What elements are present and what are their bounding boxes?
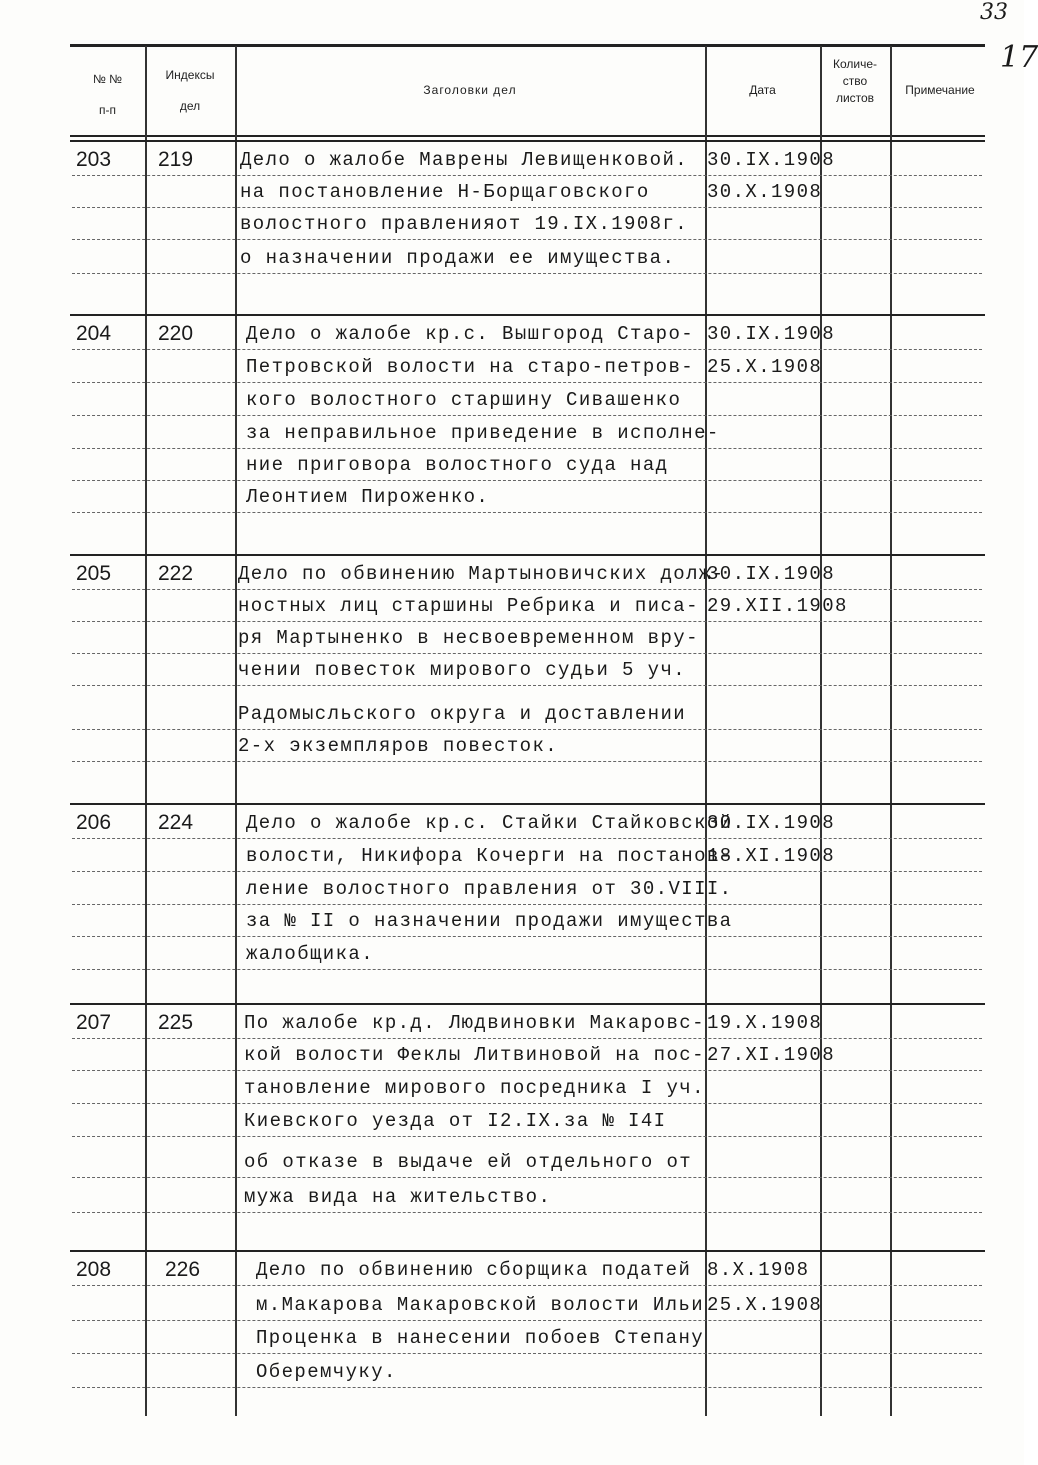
header-sheets-line: листов: [835, 91, 875, 105]
row-title-line: за № II о назначении продажи имущества: [246, 910, 733, 932]
row-index: 220: [158, 322, 194, 345]
header-bottom-border: [70, 135, 985, 137]
row-number: 208: [76, 1258, 112, 1281]
header-index-line: Индексы: [165, 68, 215, 82]
row-date: 30.IX.1908: [707, 323, 836, 345]
row-title-line: кой волости Феклы Литвиновой на пос-: [244, 1044, 705, 1066]
row-date: 19.X.1908: [707, 1012, 823, 1034]
ruled-line: [72, 382, 982, 384]
ruled-line: [72, 1212, 982, 1214]
ruled-line: [72, 1320, 982, 1322]
row-title-line: волостного правленияот 19.IX.1908г.: [240, 213, 689, 235]
ruled-line: [72, 904, 982, 906]
row-date: 8.X.1908: [707, 1259, 810, 1281]
row-title-line: Леонтием Пироженко.: [246, 486, 490, 508]
ruled-line: [72, 1136, 982, 1138]
header-date: Дата: [749, 83, 776, 97]
row-date: 30.IX.1908: [707, 812, 836, 834]
header-sheets: [820, 56, 890, 107]
row-separator: [70, 140, 985, 142]
ruled-line: [72, 512, 982, 514]
header-title: Заголовки дел: [423, 83, 517, 97]
column-divider: [890, 46, 892, 1416]
folio-number-bottom: 17: [1000, 40, 1038, 75]
ruled-line: [72, 871, 982, 873]
ruled-line: [72, 969, 982, 971]
row-number: 205: [76, 562, 112, 585]
row-title-line: чении повесток мирового судьи 5 уч.: [238, 659, 687, 681]
ruled-line: [72, 175, 982, 177]
row-title-line: кого волостного старшину Сивашенко: [246, 389, 682, 411]
header-sheets-line: ство: [842, 74, 868, 88]
row-title-line: о назначении продажи ее имущества.: [240, 247, 676, 269]
folio-number-top: 33: [980, 0, 1008, 25]
row-separator: [70, 1003, 985, 1005]
ruled-line: [72, 589, 982, 591]
ruled-line: [72, 1177, 982, 1179]
row-title-line: 2-х экземпляров повесток.: [238, 735, 559, 757]
ruled-line: [72, 838, 982, 840]
row-index: 226: [165, 1258, 201, 1281]
row-title-line: ление волостного правления от 30.VIII.: [246, 878, 733, 900]
table-top-border: [70, 44, 985, 47]
row-title-line: тановление мирового посредника I уч.: [244, 1077, 705, 1099]
row-date: 29.XII.1908: [707, 595, 848, 617]
header-note: Примечание: [905, 83, 975, 97]
ruled-line: [72, 239, 982, 241]
row-number: 204: [76, 322, 112, 345]
ruled-line: [72, 653, 982, 655]
row-separator: [70, 554, 985, 556]
ruled-line: [72, 729, 982, 731]
ruled-line: [72, 1285, 982, 1287]
ruled-line: [72, 1070, 982, 1072]
column-divider: [820, 46, 822, 1416]
ruled-line: [72, 685, 982, 687]
ruled-line: [72, 1353, 982, 1355]
row-date: 25.X.1908: [707, 1294, 823, 1316]
row-separator: [70, 1250, 985, 1252]
row-date: 30.X.1908: [707, 181, 823, 203]
row-number: 206: [76, 811, 112, 834]
header-number-line: № №: [92, 72, 123, 86]
row-title-line: Дело о жалобе Маврены Левищенковой.: [240, 149, 689, 171]
row-title-line: Проценка в нанесении побоев Степану: [256, 1327, 705, 1349]
header-sheets-line: Количе-: [832, 57, 878, 71]
row-date: 25.X.1908: [707, 356, 823, 378]
row-date: 30.IX.1908: [707, 149, 836, 171]
row-title-line: Дело по обвинению Мартыновичских долж-: [238, 563, 725, 585]
row-title-line: Киевского уезда от I2.IX.за № I4I: [244, 1110, 667, 1132]
row-title-line: жалобщика.: [246, 943, 375, 965]
header-index: [145, 66, 235, 116]
row-number: 207: [76, 1011, 112, 1034]
column-divider: [145, 46, 147, 1416]
row-title-line: мужа вида на жительство.: [244, 1186, 552, 1208]
row-date: 27.XI.1908: [707, 1044, 836, 1066]
row-title-line: на постановление Н-Борщаговского: [240, 181, 650, 203]
ruled-line: [72, 936, 982, 938]
row-separator: [70, 803, 985, 805]
row-index: 224: [158, 811, 194, 834]
ruled-line: [72, 761, 982, 763]
row-title-line: м.Макарова Макаровской волости Ильи: [256, 1294, 705, 1316]
row-title-line: Дело о жалобе кр.с. Стайки Стайковской: [246, 812, 733, 834]
row-title-line: По жалобе кр.д. Людвиновки Макаровс-: [244, 1012, 705, 1034]
header-number-line: п-п: [99, 103, 116, 117]
header-index-line: дел: [179, 99, 201, 113]
row-date: 18.XI.1908: [707, 845, 836, 867]
ruled-line: [72, 1103, 982, 1105]
ruled-line: [72, 349, 982, 351]
ruled-line: [72, 1387, 982, 1389]
row-index: 225: [158, 1011, 194, 1034]
row-title-line: об отказе в выдаче ей отдельного от: [244, 1151, 693, 1173]
row-title-line: Петровской волости на старо-петров-: [246, 356, 695, 378]
row-title-line: за неправильное приведение в исполне-: [246, 422, 720, 444]
row-title-line: Оберемчуку.: [256, 1361, 397, 1383]
row-title-line: ностных лиц старшины Ребрика и писа-: [238, 595, 699, 617]
column-divider: [235, 46, 237, 1416]
row-separator: [70, 314, 985, 316]
ruled-line: [72, 448, 982, 450]
column-divider: [705, 46, 707, 1416]
row-number: 203: [76, 148, 112, 171]
row-date: 30.IX.1908: [707, 563, 836, 585]
row-index: 219: [158, 148, 194, 171]
row-index: 222: [158, 562, 194, 585]
ruled-line: [72, 1038, 982, 1040]
row-title-line: волости, Никифора Кочерги на постанов-: [246, 845, 733, 867]
row-title-line: ря Мартыненко в несвоевременном вру-: [238, 627, 699, 649]
header-number: [70, 70, 145, 120]
ruled-line: [72, 415, 982, 417]
ruled-line: [72, 207, 982, 209]
row-title-line: Дело о жалобе кр.с. Вышгород Старо-: [246, 323, 695, 345]
row-title-line: Дело по обвинению сборщика податей: [256, 1259, 692, 1281]
row-title-line: Радомысльского округа и доставлении: [238, 703, 687, 725]
row-title-line: ние приговора волостного суда над: [246, 454, 669, 476]
ruled-line: [72, 480, 982, 482]
ruled-line: [72, 273, 982, 275]
ruled-line: [72, 621, 982, 623]
